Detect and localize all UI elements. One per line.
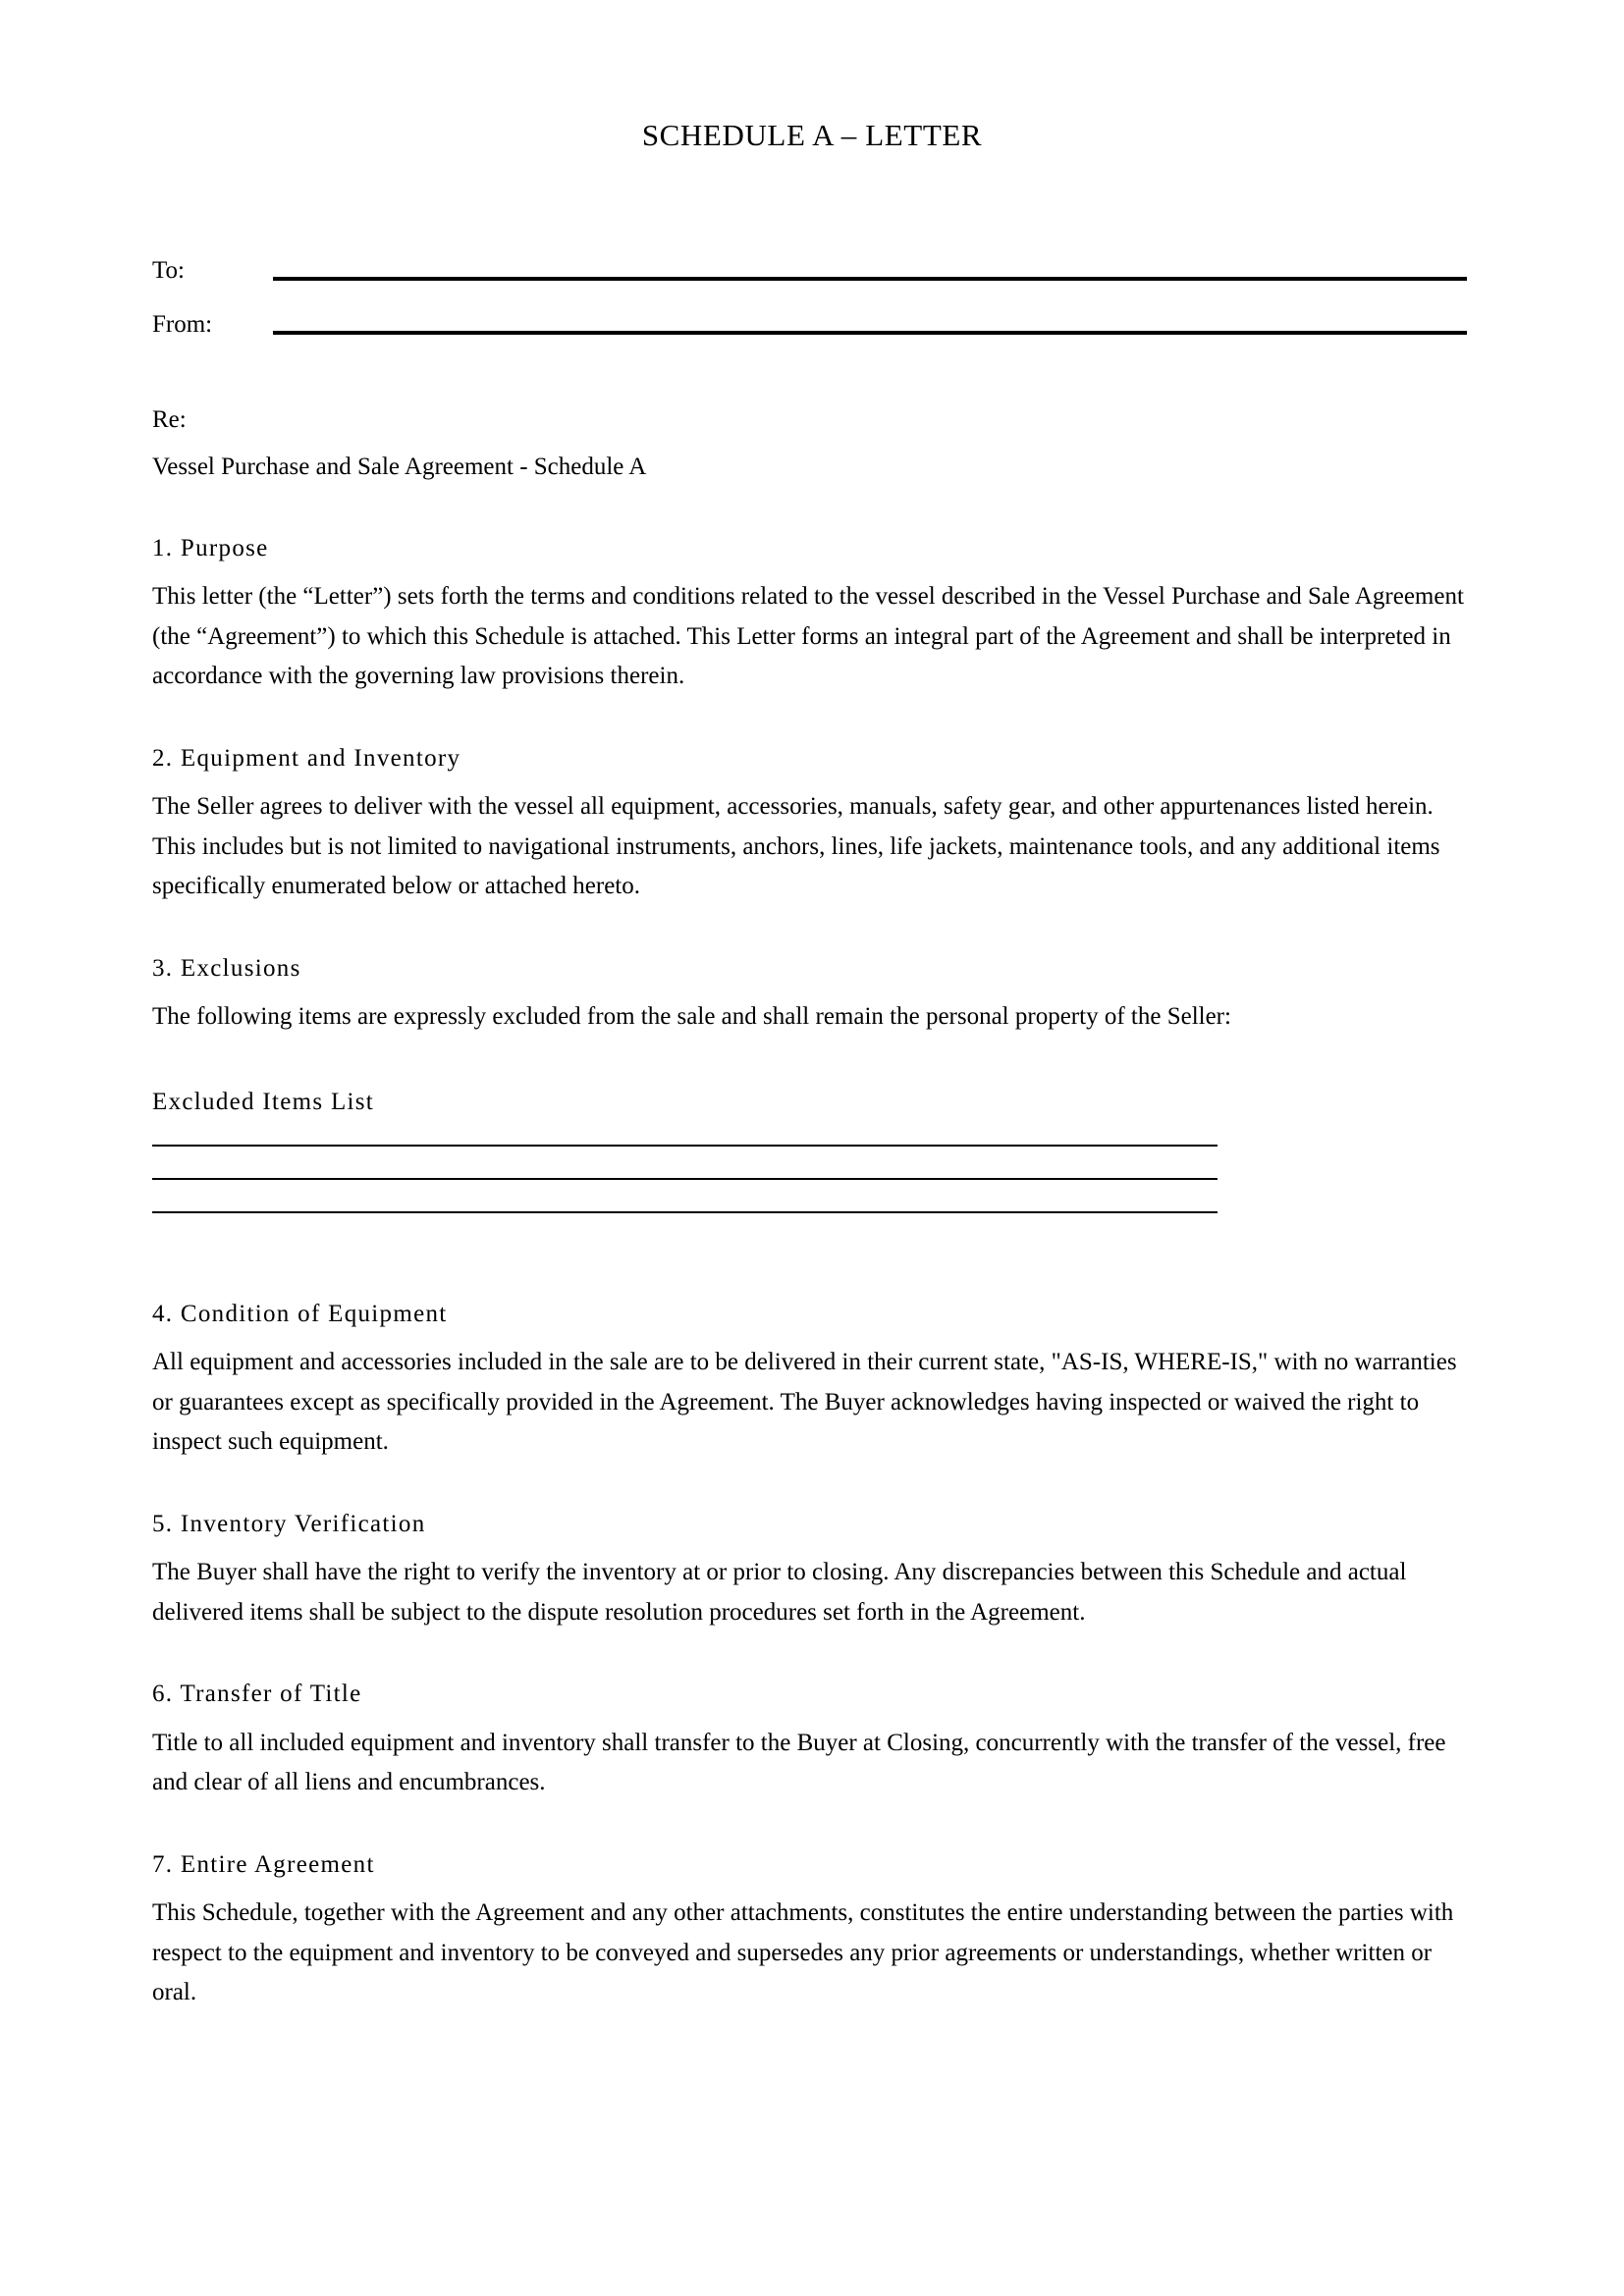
section-body-transfer-of-title: Title to all included equipment and inventory shall transfer to the Buyer at Closing, concurrently with the transfer of the vessel, free and clear of all liens and encumbrances.	[152, 1729, 1446, 1795]
section-heading-transfer-of-title: 6. Transfer of Title	[152, 1681, 362, 1707]
spacer	[152, 1213, 1467, 1253]
section-body-inventory-verification: The Buyer shall have the right to verify the inventory at or prior to closing. Any discrepancies between this Schedule and actual delivered items shall be subject to the dispute resolution procedures set forth in the Agreement.	[152, 1559, 1407, 1626]
excluded-item-line[interactable]	[152, 1145, 1218, 1147]
to-field-input-line[interactable]	[273, 277, 1467, 281]
section-transfer-of-title	[152, 1676, 1467, 1803]
section-equipment-and-inventory	[152, 740, 1467, 907]
section-entire-agreement	[152, 1846, 1467, 2013]
from-field-input-line[interactable]	[273, 331, 1467, 335]
section-heading-exclusions: 3. Exclusions	[152, 954, 301, 982]
section-exclusions	[152, 950, 1467, 1038]
from-field-row	[152, 312, 1467, 339]
excluded-items-list	[152, 1145, 1218, 1213]
section-body-purpose: This letter (the “Letter”) sets forth the terms and conditions related to the vessel described in the Vessel Purchase and Sale Agreement (the “Agreement”) to which this Schedule is attached. This Letter forms an integral part of the Agreement and shall be interpreted in accordance with the governing law provisions therein.	[152, 583, 1464, 689]
to-field-row	[152, 258, 1467, 285]
section-inventory-verification	[152, 1506, 1467, 1633]
section-heading-equipment-and-inventory: 2. Equipment and Inventory	[152, 744, 461, 772]
from-field-label: From:	[152, 311, 213, 338]
page-title: SCHEDULE A – LETTER	[641, 118, 983, 152]
section-body-exclusions: The following items are expressly excluded from the sale and shall remain the personal property of the Seller:	[152, 1003, 1231, 1030]
section-heading-inventory-verification: 5. Inventory Verification	[152, 1510, 426, 1537]
section-body-equipment-and-inventory: The Seller agrees to deliver with the vessel all equipment, accessories, manuals, safety gear, and other appurtenances listed herein. This includes but is not limited to navigational instruments, anchors, lines, life jackets, maintenance tools, and any additional items specifically enumerated below or attached hereto.	[152, 793, 1440, 899]
document-body	[152, 258, 1467, 2013]
excluded-item-line[interactable]	[152, 1178, 1218, 1180]
section-heading-purpose: 1. Purpose	[152, 534, 269, 561]
section-body-condition-of-equipment: All equipment and accessories included in the sale are to be delivered in their current state, "AS-IS, WHERE-IS," with no warranties or guarantees except as specifically provided in the Agreement. The Buyer acknowledges having inspected or waived the right to inspect such equipment.	[152, 1349, 1457, 1455]
section-condition-of-equipment	[152, 1296, 1467, 1463]
to-field-label: To:	[152, 257, 185, 284]
re-subject-text: Vessel Purchase and Sale Agreement - Schedule A	[152, 453, 647, 480]
section-purpose	[152, 530, 1467, 697]
re-label: Re:	[152, 406, 187, 433]
section-heading-condition-of-equipment: 4. Condition of Equipment	[152, 1300, 448, 1327]
excluded-items-list-title: Excluded Items List	[152, 1088, 375, 1115]
section-heading-entire-agreement: 7. Entire Agreement	[152, 1850, 375, 1878]
section-body-entire-agreement: This Schedule, together with the Agreement and any other attachments, constitutes the entire understanding between the parties with respect to the equipment and inventory to be conveyed and supersedes any prior agreements or understandings, whether written or oral.	[152, 1899, 1454, 2005]
